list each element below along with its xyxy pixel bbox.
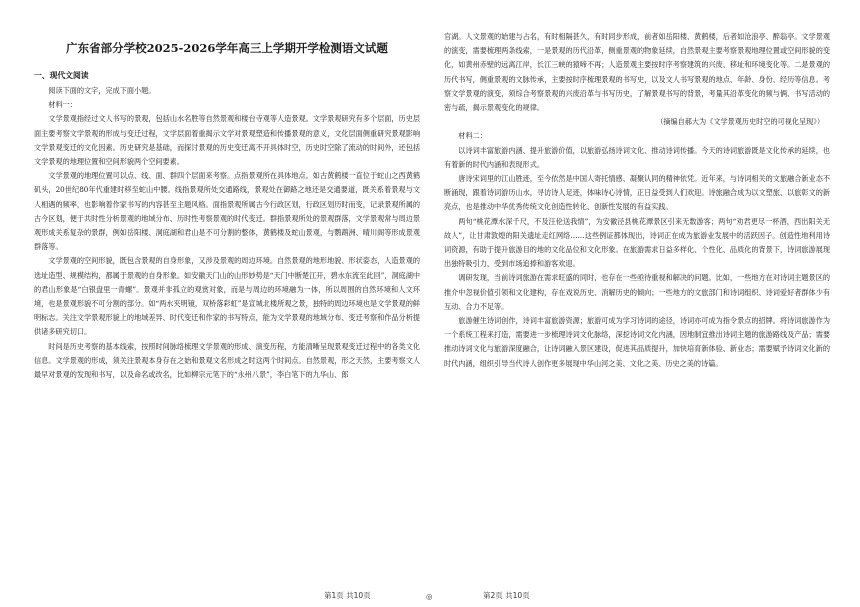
paragraph: 以诗词丰富旅游内涵、提升旅游价值，以旅游弘扬诗词文化、推动诗词传播。今天的诗词旅游既是文化传承的延续，也有着新的时代内涵和表现形式。	[444, 145, 830, 169]
paragraph: 时间是历史考察的基本线索，按照时间脉络梳理文学景观的形成、演变历程，方能清晰呈现景观变迁过程中的各类文化信息。文学景观的形成，须关注景观本身存在之始和景观文名形成之时这两个时间点。自然景观，形之天然，主要考察文人最早对景观的发现和书写，以及命名或改名，比如柳宗元笔下的“永州八景”，李白笔下的九华山、郎	[34, 341, 420, 380]
paragraph: 官湖。人文景观的始建与占名，有时相隔甚久，有时同步形成，前者如岳阳楼、黄鹤楼，后者如沧浪亭、醉翁亭。文学景观的演变，需要梳理两条线索，一是景观的历代沿革，侧重景观的物象延续，自然景观主要考察景观地理位置或空间形貌的变化，如黄州赤壁的远离江岸，长江三峡的猿啼不再；人造景观主要按时序考察建筑的兴废、移址和环境变化等。二是景观的历代书写，侧重景观的文脉传承，主要按时序梳理景观的书写史，以及文人书写景观的地点、年龄、身份、经历等信息。考察文学景观的演变，须综合考察景观的兴废沿革与书写历史，了解景观书写的背景，考量其沿革变化的频与俩、书写活动的密与疏，揭示景观变化的规律。	[444, 32, 830, 113]
section-heading: 一、现代文阅读	[34, 71, 89, 80]
paragraph: 旅游催生诗词创作，诗词丰富旅游资源；旅游可成为学习诗词的途径，诗词亦可成为指令景点的招牌。将诗词旅游作为一个系统工程来打造，需要进一步梳理诗词文化脉络，深挖诗词文化内涵，因地制宜推出诗词主题的旅游路线及产品；需要推动诗词文化与旅游深度融合，让诗词融入景区建设，促进其品质提升，加快培育新体验、新业态；需要赋予诗词文化新的时代内涵，组织引导当代诗人创作更多展现中华山河之美、文化之美、历史之美的诗篇。	[444, 316, 830, 368]
right-page	[430, 0, 860, 607]
paragraph: 文学景观的地理位置可以点、线、面、群四个层面来考察。点指景观所在具体地点。如古黄鹤楼一直位于蛇山之西黄鹤矶头，20世纪80年代重建时移至蛇山中腰。线指景观所处交通路线，景观处在御路之地还是交通要道，既关系着景观与文人相遇的频率，也影响着作家书写的内容甚至主题风格。面指景观所属古今行政区划，行政区划历时而变，记录景观所属的古今区划，便于共时性分析景观的地域分布、历时性考察景观的时代变迁。群指景观所处的景观群落，文学景观常与周边景观形成关系复杂的景群，例如岳阳楼、洞庭湖和君山是不可分割的整体，黄鹤楼及蛇山景观，与鹦鹉洲、晴川阁等形成景观群落等。	[34, 171, 420, 252]
paragraph: 文学景观的空间形貌，既包含景观的自身形象，又涉及景观的周边环境。自然景观的地形地貌、形状姿态，人造景观的选址造型、规模结构，都属于景观的自身形象。如安徽天门山的山形妙势是“天门中断楚江开，碧水东流至此回”，洞庭湖中的君山形象是“白银盘里一青螺”。景观并非孤立的观赏对象，而是与周边的环境融为一体，所以周围的自然环境和人文环境，也是景观形貌不可分割的部分。如“两水夹明镜，双桥落彩虹”是宣城北楼所观之景，独特的周边环境也是文学景观的鲜明标志。关注文学景观形貌上的地域差异、时代变迁和作家的书写特点，能为文学景观的地域分布、变迁考察和作品分析提供诸多研究切口。	[34, 256, 420, 337]
paragraph: 两句“桃花潭水深千尺，不及汪伦送我情”，为安徽泾县桃花潭景区引来无数游客；两句“劝君更尽一杯酒，西出阳关无故人”，让甘肃敦煌的阳关遗址走红网络……这些例证都体现出，诗词正在成为旅游业发展中的活跃因子。创造性地利用诗词资源，有助于提升旅游目的地的文化品位和文化形象。在旅游需求日益多样化、个性化、品质化的背景下，诗词旅游展现出独特吸引力，受到市场追捧和游客欢迎。	[444, 216, 830, 269]
paragraph: 唐诗宋词里的江山胜迹，至今依然是中国人寄托情感、凝聚认同的精神依凭。近年来，与诗词相关的文旅融合新业态不断涌现，跟着诗词游历山水，寻访诗人足迹，体味诗心诗情，正日益受到人们欢迎。诗旅融合成为以文塑旅、以旅彰文的新亮点，也是推动中华优秀传统文化创造性转化、创新性发展的有益实践。	[444, 174, 830, 212]
source-citation: （摘编自郝大为《文学景观历史时空的可视化呈现》）	[656, 117, 824, 127]
document-title: 广东省部分学校2025-2026学年高三上学期开学检测语文试题	[66, 41, 388, 55]
material2-label: 材料二：	[458, 131, 487, 141]
paragraph: 文学景观指经过文人书写的景观，包括山水名胜等自然景观和楼台寺观等人造景观。文学景观研究有多个层面，历史层面主要考察文学景观的形成与变迁过程，文学层面着重揭示文学对景观塑造和传播景观的意义，文化层面侧重研究景观影响文学景观变迁的文化因素。历史研究是基础，而探讨景观的历史变迁离不开具体时空，历史时空除了流动的时间外，还包括文学景观的地理位置和空间形貌两个空间要素。	[34, 114, 420, 167]
page-number-left: 第1页 共10页	[324, 591, 371, 600]
instruction: 阅读下面的文字，完成下面小题。	[48, 86, 156, 95]
material1-label: 材料一：	[48, 100, 77, 110]
paragraph: 调研发现，当前诗词旅游在需求旺盛的同时，也存在一些亟待重视和解决的问题。比如，一些地方在对诗词主题景区的推介中忽视价值引领和文化建构，存在戏说历史、消解历史的倾向；一些地方的文旅部门和诗词组织、诗词爱好者群体少有互动、合力不足等。	[444, 273, 830, 311]
center-mark-icon: ◎	[426, 592, 433, 601]
page-number-right: 第2页 共10页	[483, 591, 530, 600]
